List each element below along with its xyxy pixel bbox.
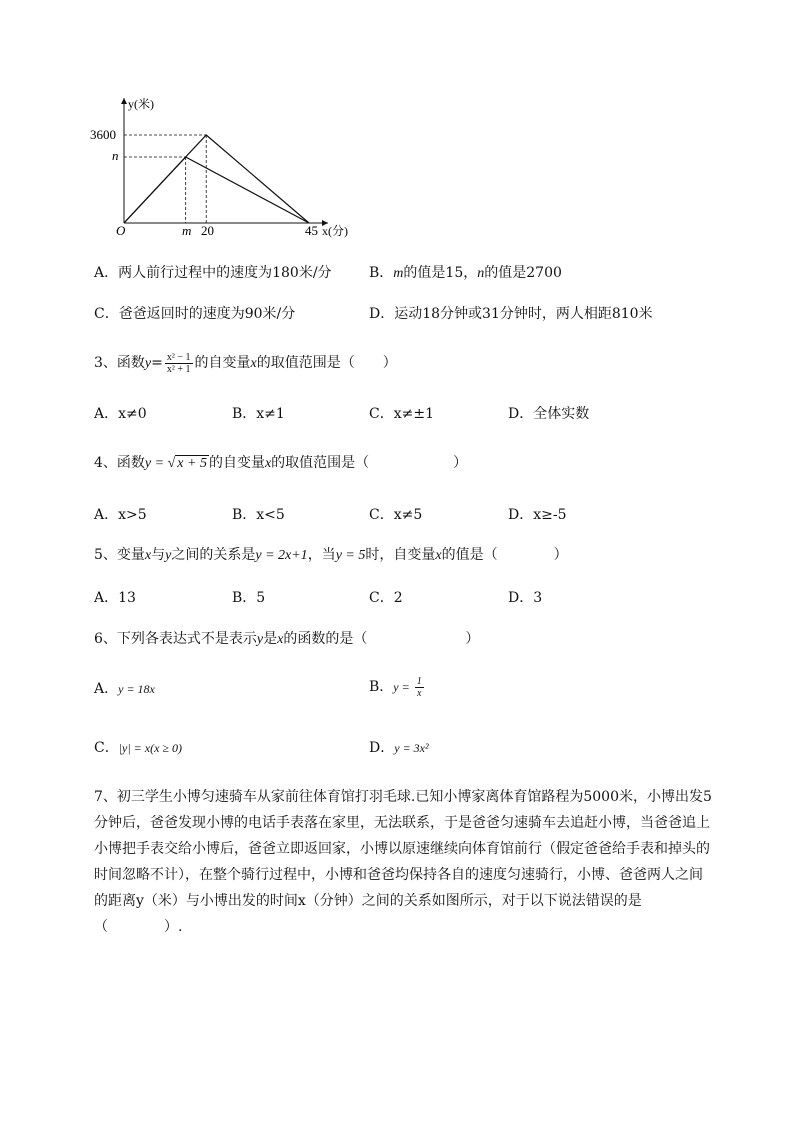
q5-option-a: A．13 (94, 590, 136, 606)
q3-suffix: 的取值范围是（ ） (256, 355, 397, 371)
q5-option-c: C．2 (369, 590, 403, 606)
q6-option-d (369, 737, 429, 757)
origin-label: O (116, 223, 126, 238)
q4-option-a: A．x>5 (94, 507, 147, 523)
q4-expr-left: y = (144, 456, 168, 471)
q5-prefix: 5、变量 (94, 547, 145, 563)
q6-prefix: 6、下列各表达式不是表示 (94, 631, 257, 647)
q6-option-d-expr: y = 3x² (394, 741, 429, 755)
q4-option-b: B．x<5 (232, 507, 285, 523)
q6-x: x (277, 632, 284, 647)
q5-eq2: y = 5 (335, 548, 366, 563)
q6-option-b-num: 1 (416, 675, 422, 687)
q2-option-b-m: m (393, 266, 404, 281)
distance-time-graph (90, 92, 370, 242)
q2-option-b-end: 的值是2700 (484, 265, 562, 281)
q5-y: y (165, 548, 172, 563)
q5-mid: 之间的关系是 (171, 547, 256, 563)
q6-option-b (369, 672, 426, 702)
q6-option-c-expr: |y| = x(x ≥ 0) (118, 741, 182, 755)
q3-option-a: A．x≠0 (94, 406, 147, 422)
q5-eq1: y = 2x+1 (255, 548, 308, 563)
q6-option-b-left: y = (393, 680, 413, 694)
q6-suffix: 的函数的是（ ） (283, 631, 480, 647)
q6-stem (94, 628, 479, 648)
q4-sqrt-sign: √ (167, 456, 176, 471)
q4-radicand: x + 5 (177, 456, 207, 471)
q6-option-b-den: x (417, 687, 422, 699)
q3-denominator: x² + 1 (166, 363, 191, 375)
q5-stem (94, 544, 568, 564)
q6-option-d-label: D． (369, 740, 395, 756)
y-axis-label: y(米) (128, 97, 154, 111)
q3-fraction (165, 352, 193, 375)
q5-and: 与 (151, 547, 166, 563)
q3-y: y (144, 356, 152, 371)
x-axis-label: x(分) (322, 224, 348, 238)
q3-stem (94, 346, 397, 381)
q4-stem (94, 452, 467, 472)
y-tick-n: n (112, 148, 119, 163)
q5-option-b: B．5 (232, 590, 266, 606)
q5-mid3: 时，自变量 (365, 547, 436, 563)
q2-option-a: A．两人前行过程中的速度为180米/分 (94, 265, 332, 281)
q6-option-b-label: B． (369, 679, 394, 695)
q3-option-c: C．x≠±1 (369, 406, 434, 422)
q2-option-d: D．运动18分钟或31分钟时，两人相距810米 (369, 306, 653, 322)
q3-option-d: D．全体实数 (508, 406, 590, 422)
q2-option-b (369, 262, 562, 282)
q4-option-d: D．x≥-5 (508, 507, 567, 523)
q6-y: y (256, 632, 264, 647)
q6-option-a-expr: y = 18x (118, 682, 155, 696)
q5-option-d: D．3 (508, 590, 543, 606)
q5-x2: x (435, 548, 442, 563)
q6-mid: 是 (263, 631, 278, 647)
x-tick-m: m (182, 223, 192, 238)
q6-option-a (94, 678, 155, 698)
q3-prefix: 3、函数 (94, 355, 145, 371)
q6-option-c-label: C． (94, 740, 119, 756)
x-tick-20: 20 (201, 223, 214, 238)
q4-option-c: C．x≠5 (369, 507, 423, 523)
q2-option-b-mid: 的值是15， (403, 265, 478, 281)
q5-suffix: 的值是（ ） (441, 547, 568, 563)
series-line-b (124, 157, 309, 223)
q3-mid: 的自变量 (194, 355, 251, 371)
q4-mid: 的自变量 (208, 455, 265, 471)
series-line-a (124, 135, 309, 223)
q6-option-a-label: A． (94, 681, 119, 697)
q5-mid2: ，当 (307, 547, 336, 563)
q2-option-c: C．爸爸返回时的速度为90米/分 (94, 306, 296, 322)
q5-x: x (144, 548, 152, 563)
q3-x: x (250, 356, 257, 371)
q6-option-c (94, 737, 182, 757)
q3-numerator: x² − 1 (166, 351, 191, 363)
q4-x: x (264, 456, 272, 471)
q3-option-b: B．x≠1 (232, 406, 285, 422)
q4-prefix: 4、函数 (94, 455, 145, 471)
y-tick-3600: 3600 (90, 127, 116, 142)
x-tick-45: 45 (305, 223, 318, 238)
q7-paragraph: 7、初三学生小博匀速骑车从家前往体育馆打羽毛球.已知小博家离体育馆路程为5000米，小博出发5分钟后，爸爸发现小博的电话手表落在家里，无法联系，于是爸爸匀速骑车去追赶小博，当爸爸追上小博把手表交给小博后，爸爸立即返回家，小博以原速继续向体育馆前行（假定爸爸给手表和掉头的时间忽略不计），在整个骑行过程中，小博和爸爸均保持各自的速度匀速骑行，小博、爸爸两人之间的距离y（米）与小博出发的时间x（分钟）之间的关系如图所示，对于以下说法错误的是（ ）. (94, 789, 712, 935)
q2-option-b-n: n (477, 266, 485, 281)
q6-option-b-fraction (415, 676, 424, 699)
q3-eq: = (151, 355, 163, 371)
q4-suffix: 的取值范围是（ ） (271, 455, 468, 471)
q2-option-b-label: B． (369, 265, 394, 281)
